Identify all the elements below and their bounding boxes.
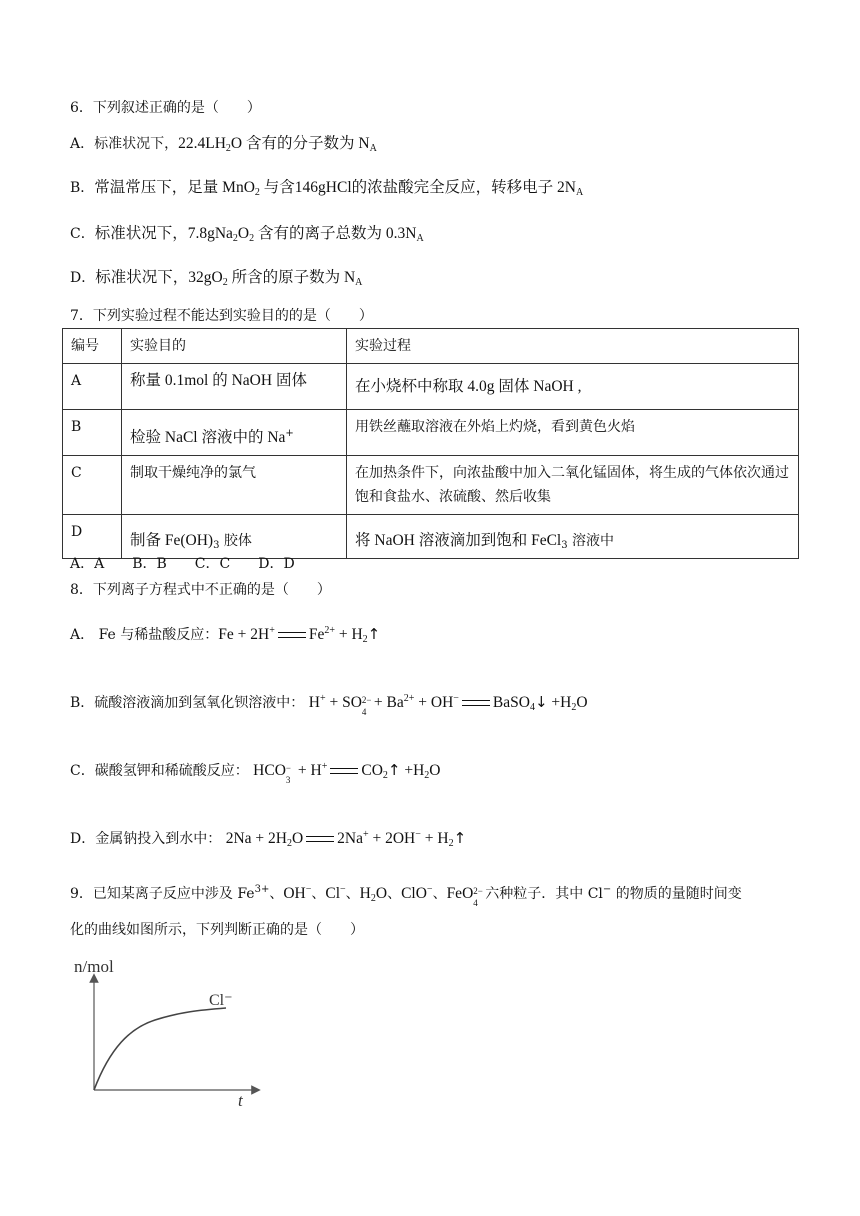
q7-options: A．A B．B C．C D．D xyxy=(70,556,295,572)
q8-stem: 8．下列离子方程式中不正确的是（ ） xyxy=(70,582,331,598)
x-axis-label: t xyxy=(238,1091,243,1108)
q6-stem: 6．下列叙述正确的是（ ） xyxy=(70,100,261,116)
q8-option-a: A． Fe 与稀盐酸反应：Fe + 2H+ $Fe^{2+}$ + $H_2↑$ xyxy=(70,625,381,645)
row-process: 在小烧杯中称取 4.0g 固体 NaOH , xyxy=(347,364,799,410)
table-header-process: 实验过程 xyxy=(347,329,799,364)
table-row xyxy=(63,515,799,559)
row-id: D xyxy=(63,515,122,559)
row-process: 将 NaOH 溶液滴加到饱和 FeCl$_3$ 溶液中 xyxy=(347,515,799,559)
row-process: 在加热条件下，向浓盐酸中加入二氧化锰固体，将生成的气体依次通过饱和食盐水、浓硫酸、然后收集 xyxy=(347,456,799,515)
table-row xyxy=(63,410,799,456)
cl-curve-line xyxy=(94,1008,226,1090)
table-row xyxy=(63,364,799,410)
row-id: A xyxy=(63,364,122,410)
q8-option-d: D．金属钠投入到水中： $2Na + 2H_2O$ $2Na^+ + 2OH^- + H_2↑$ xyxy=(70,829,467,849)
row-purpose: 检验 NaCl 溶液中的 Na+ xyxy=(122,410,347,456)
experiment-table xyxy=(62,328,799,559)
cl-curve-chart xyxy=(70,958,270,1112)
row-id: C xyxy=(63,456,122,515)
q7-stem: 7．下列实验过程不能达到实验目的的是（ ） xyxy=(70,308,373,324)
q6-option-a: A．标准状况下，$22.4LH_2O$ 含有的分子数为 $N_A$ xyxy=(70,135,377,154)
table-header-id: 编号 xyxy=(63,329,122,364)
q6-option-c: C．标准状况下，$7.8gNa_2O_2$ 含有的离子总数为 $0.3N_A$ xyxy=(70,225,424,244)
row-id: B xyxy=(63,410,122,456)
row-purpose: 称量 0.1mol 的 NaOH 固体 xyxy=(122,364,347,410)
q8-option-b: B．硫酸溶液滴加到氢氧化钡溶液中： H+ + SO 2− 4 + $Ba^{2+} + OH^-$ BaSO$_4$↓ $+H_2O$ xyxy=(70,693,588,718)
row-process: 用铁丝蘸取溶液在外焰上灼烧，看到黄色火焰 xyxy=(347,410,799,456)
row-purpose: 制备 $Fe(OH)_3$ 胶体 xyxy=(122,515,347,559)
table-header-purpose: 实验目的 xyxy=(122,329,347,364)
cl-series-label: Cl⁻ xyxy=(209,992,233,1009)
table-header-row xyxy=(63,329,799,364)
chart-svg xyxy=(70,958,270,1108)
table-row xyxy=(63,456,799,515)
y-axis-label: n/mol xyxy=(74,958,114,976)
row-purpose: 制取干燥纯净的氯气 xyxy=(122,456,347,515)
q6-option-d: D．标准状况下，$32gO_2$ 所含的原子数为 $N_A$ xyxy=(70,269,363,288)
q9-stem-line2: 化的曲线如图所示，下列判断正确的是（ ） xyxy=(70,922,364,938)
q8-option-c: C．碳酸氢钾和稀硫酸反应： HCO − 3 + H+ $CO_2↑ +H_2O$ xyxy=(70,761,441,786)
q9-stem-line1: 9．已知某离子反应中涉及 $Fe^{3+}$、OH−、Cl−、$H_2O$、ClO−、FeO 2− 4 六种粒子．其中 Cl− 的物质的量随时间变 xyxy=(70,884,742,909)
q6-option-b: B．常温常压下，足量 MnO$_2$ 与含146gHCl的浓盐酸完全反应，转移电子 $2N_A$ xyxy=(70,179,584,198)
